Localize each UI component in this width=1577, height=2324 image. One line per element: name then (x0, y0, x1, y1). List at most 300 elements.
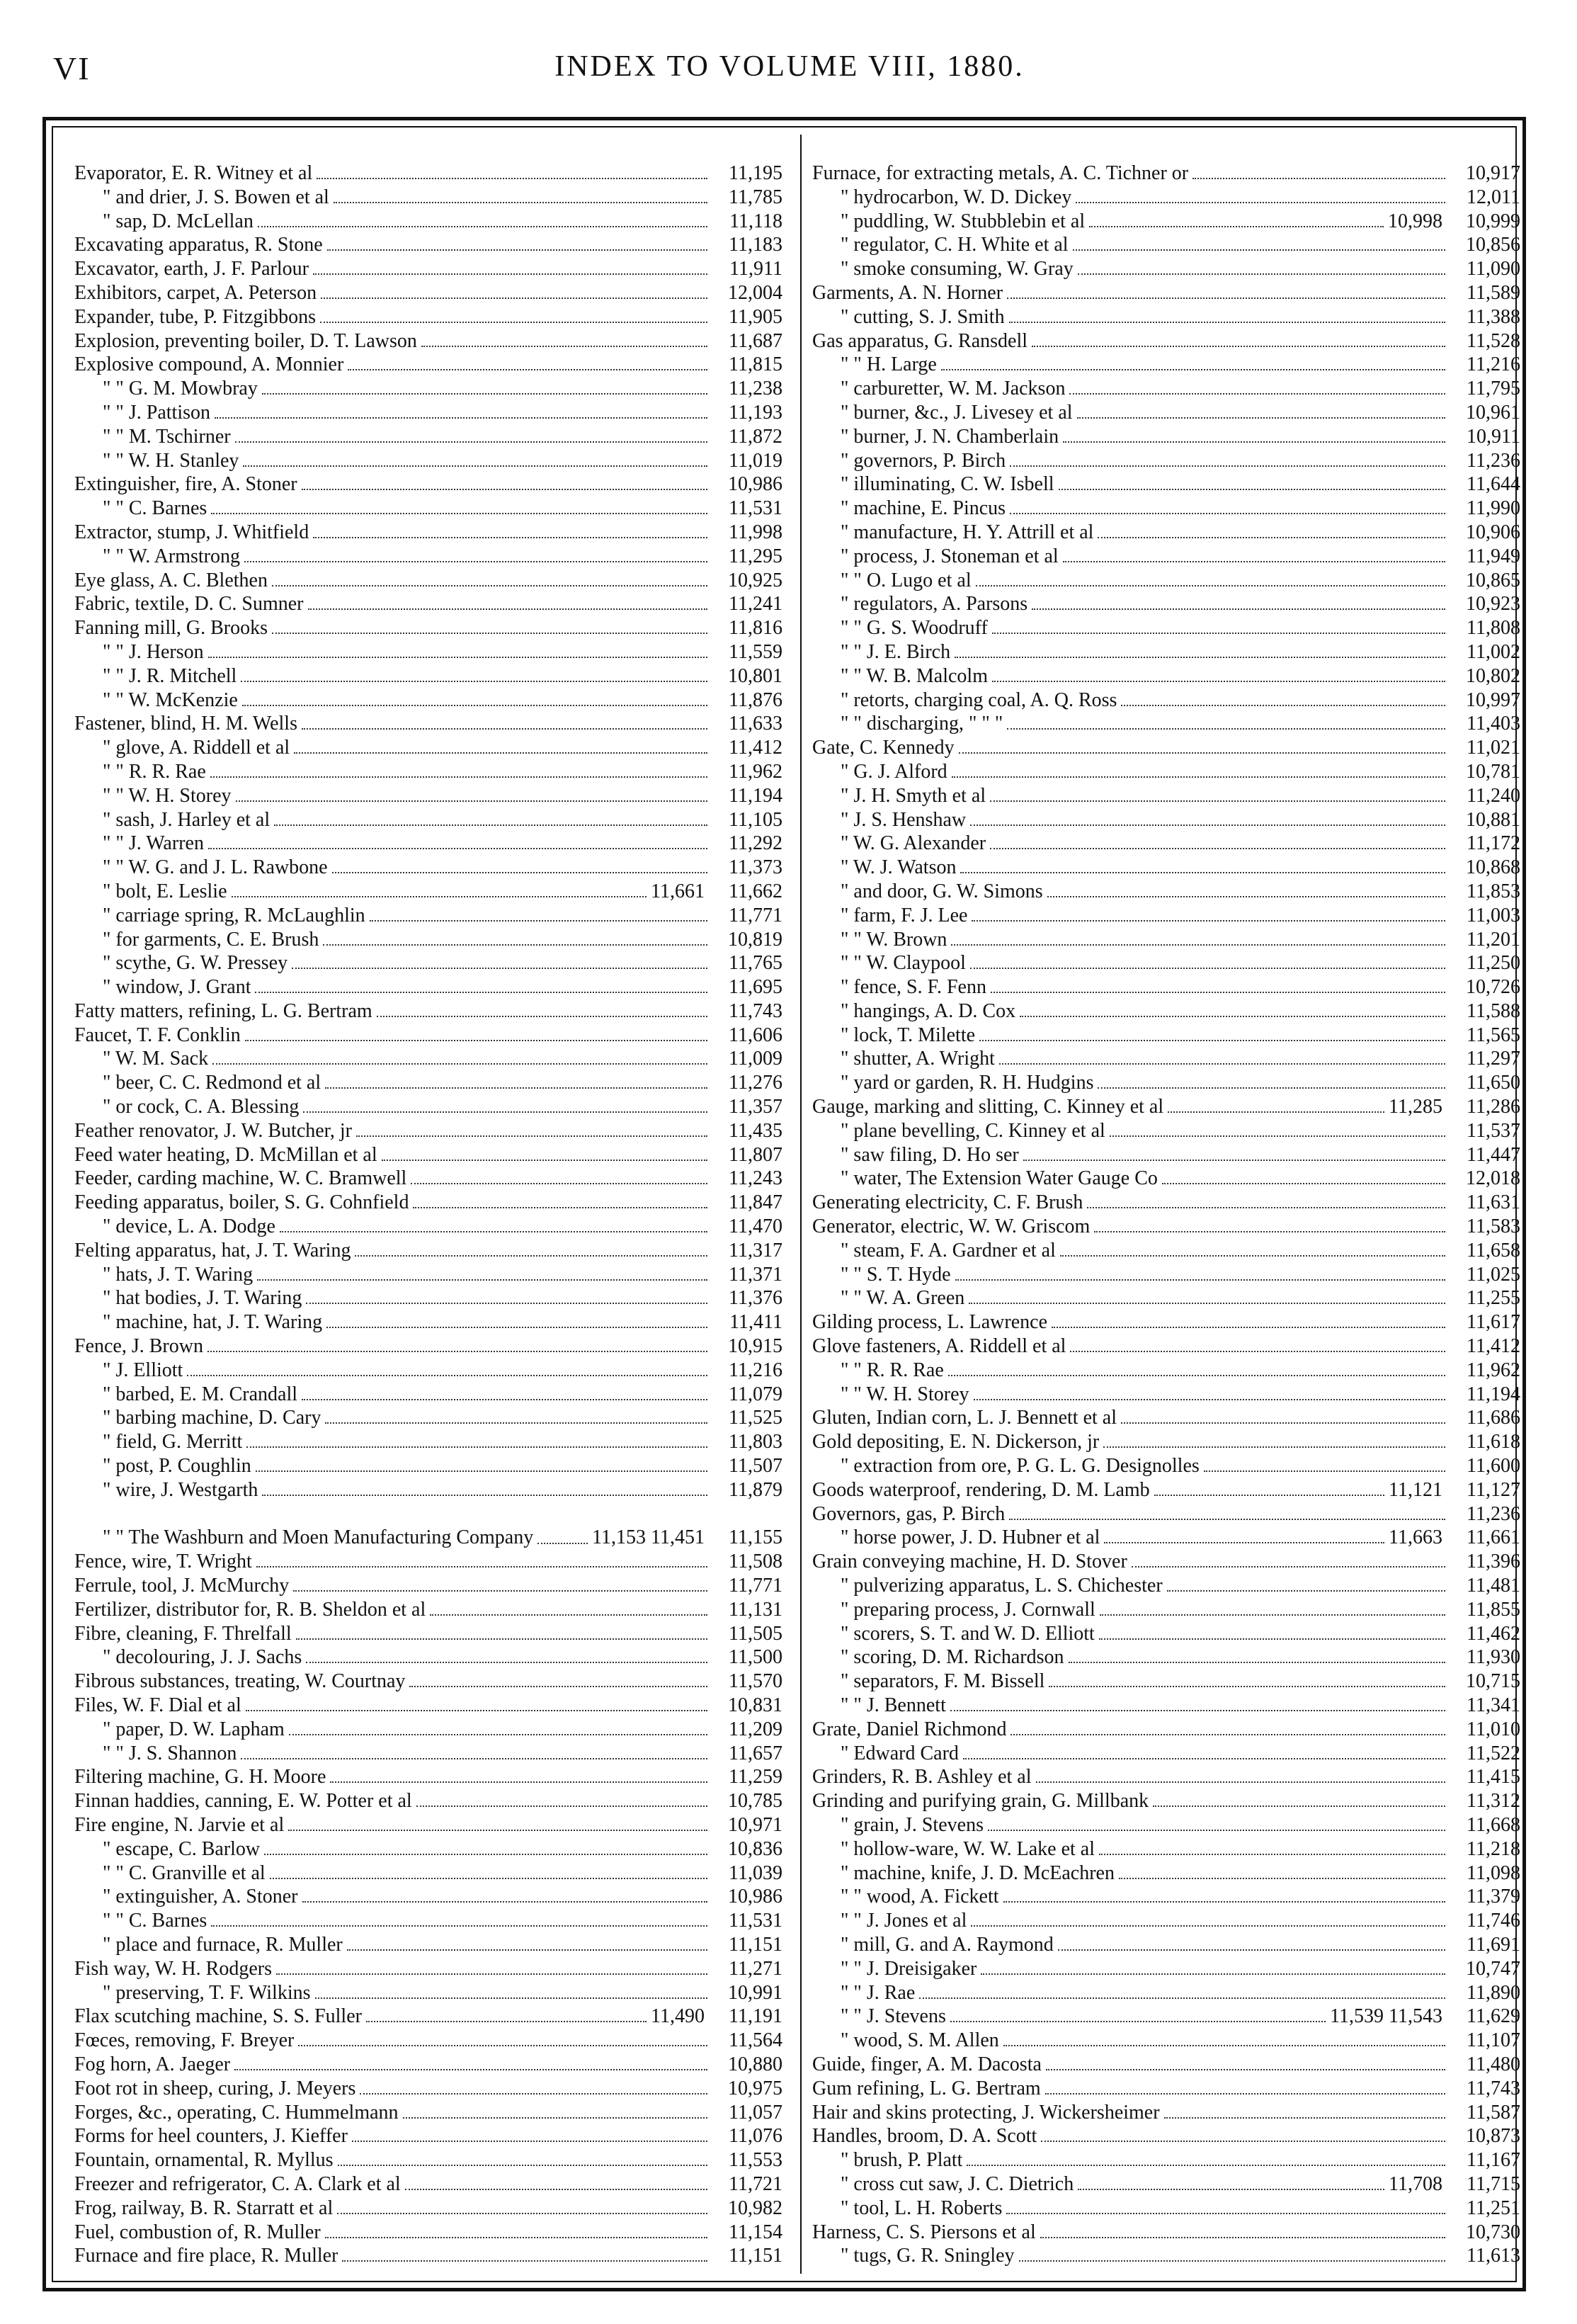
entry-text: " window, J. Grant (103, 976, 251, 999)
entry-patent-number: 10,831 (728, 1694, 782, 1716)
index-entry (74, 1263, 782, 1287)
left-column (74, 161, 782, 2268)
entry-patent-number: 11,241 (729, 593, 782, 616)
entry-patent-number: 11,276 (729, 1072, 782, 1094)
entry-text: " " J. S. Shannon (103, 1742, 237, 1764)
dot-leader (234, 2069, 707, 2070)
entry-patent-number: 11,172 (1467, 832, 1520, 855)
index-entry (74, 1286, 782, 1310)
index-entry (74, 2029, 782, 2053)
entry-patent-number: 11,668 (1467, 1813, 1520, 1836)
dot-leader (360, 2093, 707, 2095)
dot-leader (1047, 896, 1445, 897)
index-entry (812, 1167, 1520, 1191)
entry-patent-number: 11,795 (1467, 378, 1520, 400)
entry-text: " " J. Pattison (103, 401, 210, 424)
dot-leader (258, 226, 707, 227)
index-entry (74, 904, 782, 928)
entry-patent-number: 11,238 (729, 378, 782, 400)
entry-text: Gate, C. Kennedy (812, 737, 955, 759)
index-entry (74, 329, 782, 353)
entry-text: Fibre, cleaning, F. Threlfall (74, 1622, 292, 1645)
entry-text: " " W. A. Green (841, 1287, 965, 1310)
entry-text: Feather renovator, J. W. Butcher, jr (74, 1119, 352, 1142)
entry-patent-number: 11,209 (729, 1718, 782, 1740)
entry-patent-number: 11,255 (1467, 1287, 1520, 1310)
index-entry (74, 1718, 782, 1742)
index-entry (74, 1430, 782, 1454)
index-entry (812, 1837, 1520, 1861)
entry-text: Governors, gas, P. Birch (812, 1502, 1006, 1525)
entry-text: " scoring, D. M. Richardson (841, 1646, 1064, 1669)
index-entry (74, 1885, 782, 1909)
index-entry (74, 1359, 782, 1383)
index-entry (74, 784, 782, 808)
dot-leader (955, 657, 1445, 658)
dot-leader (347, 1949, 707, 1951)
entry-text: " hangings, A. D. Cox (841, 999, 1016, 1022)
entry-text: " " W. Brown (841, 928, 947, 951)
dot-leader (382, 1160, 707, 1161)
index-entry (74, 545, 782, 569)
entry-patent-number: 11,010 (1467, 1718, 1520, 1740)
entry-patent-number: 10,868 (1466, 856, 1520, 879)
index-entry (74, 2197, 782, 2221)
entry-patent-number: 11,564 (729, 2029, 782, 2052)
index-entry (812, 856, 1520, 880)
entry-patent-number: 11,312 (1467, 1790, 1520, 1813)
dot-leader (313, 273, 707, 275)
entry-text: " burner, &c., J. Livesey et al (841, 401, 1073, 424)
entry-text: " machine, knife, J. D. McEachren (841, 1861, 1115, 1884)
dot-leader (981, 1973, 1445, 1975)
index-entry (812, 2221, 1520, 2245)
entry-text: " hats, J. T. Waring (103, 1263, 254, 1286)
entry-patent-number: 10,923 (1466, 593, 1520, 616)
dot-leader (366, 2021, 647, 2022)
entry-text: " Edward Card (841, 1742, 959, 1764)
entry-patent-number: 11,500 (729, 1646, 782, 1669)
entry-patent-number: 11,155 (729, 1526, 782, 1549)
entry-text: " " C. Barnes (103, 1910, 207, 1932)
entry-text: " mill, G. and A. Raymond (841, 1933, 1054, 1956)
entry-text: Gold depositing, E. N. Dickerson, jr (812, 1431, 1100, 1453)
entry-patent-number: 10,781 (1466, 760, 1520, 783)
entry-text: " " J. Bennett (841, 1694, 946, 1716)
entry-text: " preserving, T. F. Wilkins (103, 1981, 311, 2004)
entry-text: Faucet, T. F. Conklin (74, 1024, 241, 1046)
dot-leader (1023, 1160, 1445, 1161)
entry-text: " " G. S. Woodruff (841, 617, 988, 640)
entry-patent-number: 11,872 (729, 425, 782, 448)
entry-patent-number: 10,971 (728, 1813, 782, 1836)
entry-text: " or cock, C. A. Blessing (103, 1096, 300, 1118)
dot-leader (1121, 1422, 1445, 1424)
entry-text: " lock, T. Milette (841, 1024, 976, 1046)
index-entry (74, 688, 782, 713)
entry-text: " place and furnace, R. Muller (103, 1933, 343, 1956)
dot-leader (1104, 1542, 1384, 1543)
dot-leader (988, 1830, 1445, 1831)
index-entry (74, 2148, 782, 2172)
entry-text: Exhibitors, carpet, A. Peterson (74, 281, 317, 304)
entry-patent-number: 11,686 (1467, 1407, 1520, 1429)
entry-text: " horse power, J. D. Hubner et al (841, 1526, 1100, 1549)
entry-patent-number: 11,240 (1467, 784, 1520, 807)
dot-leader (302, 1901, 707, 1903)
dot-leader (1063, 441, 1445, 443)
entry-patent-number: 11,962 (729, 760, 782, 783)
entry-text: " " W. Armstrong (103, 545, 240, 567)
entry-patent-number: 11,662 (729, 880, 782, 902)
dot-leader (1041, 2141, 1445, 2142)
entry-patent-number: 11,317 (729, 1239, 782, 1262)
entry-patent-number: 11,009 (729, 1048, 782, 1070)
dot-leader (416, 1806, 707, 1807)
entry-text: " " M. Tschirner (103, 425, 231, 448)
entry-text: " puddling, W. Stubblebin et al (841, 210, 1086, 232)
dot-leader (294, 752, 707, 754)
entry-text: " " J. R. Mitchell (103, 664, 237, 687)
index-entry (812, 545, 1520, 569)
entry-text: Fibrous substances, treating, W. Courtnay (74, 1670, 406, 1693)
index-entry (74, 1765, 782, 1789)
dot-leader (970, 968, 1445, 969)
index-entry (74, 664, 782, 688)
index-entry (74, 592, 782, 616)
index-entry (74, 1143, 782, 1167)
entry-patent-number: 11,644 (1467, 473, 1520, 496)
dot-leader (1007, 728, 1445, 730)
index-entry (812, 1502, 1520, 1526)
index-entry (812, 2101, 1520, 2125)
index-entry (812, 736, 1520, 760)
entry-patent-number: 11,236 (1467, 1502, 1520, 1525)
entry-patent-number: 10,715 (1466, 1670, 1520, 1693)
entry-text: Extractor, stump, J. Whitfield (74, 521, 309, 543)
entry-patent-number: 11,447 (1467, 1143, 1520, 1166)
entry-extra-numbers: 11,661 (651, 880, 705, 902)
entry-text: Grinding and purifying grain, G. Millbank (812, 1790, 1149, 1813)
entry-text: " wood, S. M. Allen (841, 2029, 999, 2052)
entry-text: " for garments, C. E. Brush (103, 928, 319, 951)
index-entry (74, 1622, 782, 1646)
entry-patent-number: 11,998 (729, 521, 782, 543)
entry-patent-number: 10,999 (1466, 210, 1520, 232)
entry-text: " W. G. Alexander (841, 832, 986, 855)
entry-text: Gum refining, L. G. Bertram (812, 2077, 1041, 2099)
dot-leader (974, 1399, 1445, 1400)
index-entry (812, 1334, 1520, 1359)
index-entry (74, 1239, 782, 1263)
dot-leader (960, 872, 1445, 873)
dot-leader (967, 2165, 1445, 2166)
entry-text: Felting apparatus, hat, J. T. Waring (74, 1239, 351, 1262)
index-entry (74, 1789, 782, 1813)
index-entry (74, 1406, 782, 1430)
dot-leader (208, 848, 707, 849)
dot-leader (1192, 178, 1445, 179)
entry-text: " wire, J. Westgarth (103, 1478, 258, 1501)
index-frame (42, 117, 1526, 2291)
dot-leader (991, 992, 1445, 993)
dot-leader (1099, 1854, 1445, 1855)
entry-patent-number: 11,105 (729, 808, 782, 831)
index-entry (74, 233, 782, 257)
page-header (53, 50, 1526, 92)
index-entry (74, 497, 782, 521)
entry-patent-number: 10,991 (728, 1981, 782, 2004)
entry-patent-number: 11,650 (1467, 1072, 1520, 1094)
entry-text: Generating electricity, C. F. Brush (812, 1191, 1083, 1214)
entry-patent-number: 11,039 (729, 1861, 782, 1884)
entry-patent-number: 11,403 (1467, 713, 1520, 735)
index-entry (812, 1789, 1520, 1813)
entry-patent-number: 11,565 (1467, 1024, 1520, 1046)
index-entry (812, 1143, 1520, 1167)
index-entry (812, 592, 1520, 616)
index-entry (812, 1359, 1520, 1383)
entry-text: Glove fasteners, A. Riddell et al (812, 1335, 1066, 1358)
entry-text: Forms for heel counters, J. Kieffer (74, 2125, 348, 2148)
entry-text: Handles, broom, D. A. Scott (812, 2125, 1037, 2148)
entry-text: " " W. Claypool (841, 952, 966, 975)
entry-patent-number: 11,807 (729, 1143, 782, 1166)
entry-patent-number: 11,480 (1467, 2053, 1520, 2075)
entry-text: " " H. Large (841, 353, 937, 376)
dot-leader (241, 681, 707, 682)
entry-text: Gas apparatus, G. Ransdell (812, 329, 1028, 352)
entry-text: Goods waterproof, rendering, D. M. Lamb (812, 1478, 1150, 1501)
dot-leader (430, 1614, 707, 1616)
entry-patent-number: 10,726 (1466, 976, 1520, 999)
entry-text: " " R. R. Rae (841, 1359, 944, 1381)
entry-patent-number: 11,876 (729, 688, 782, 711)
dot-leader (317, 178, 707, 179)
index-entry (74, 1502, 782, 1551)
dot-leader (262, 1495, 707, 1496)
dot-leader (274, 824, 707, 826)
dot-leader (246, 1710, 707, 1711)
index-entry (74, 736, 782, 760)
entry-patent-number: 11,522 (1467, 1742, 1520, 1764)
index-entry (74, 257, 782, 281)
dot-leader (1060, 1255, 1445, 1257)
dot-leader (244, 561, 707, 562)
dot-leader (1103, 1446, 1445, 1448)
entry-text: " shutter, A. Wright (841, 1048, 995, 1070)
entry-text: Hair and skins protecting, J. Wickersheimer (812, 2101, 1160, 2124)
dot-leader (232, 896, 647, 897)
index-entry (74, 210, 782, 234)
entry-text: " device, L. A. Dodge (103, 1215, 275, 1238)
entry-text: Feed water heating, D. McMillan et al (74, 1143, 377, 1166)
entry-patent-number: 10,982 (728, 2197, 782, 2219)
index-entry (812, 1765, 1520, 1789)
entry-text: " field, G. Merritt (103, 1431, 243, 1453)
entry-patent-number: 11,911 (729, 258, 782, 280)
entry-patent-number: 11,618 (1467, 1431, 1520, 1453)
entry-text: Fence, J. Brown (74, 1335, 203, 1358)
dot-leader (1070, 1351, 1445, 1352)
entry-patent-number: 11,371 (729, 1263, 782, 1286)
entry-text: " G. J. Alford (841, 760, 947, 783)
index-entry (812, 186, 1520, 210)
dot-leader (370, 920, 707, 922)
index-entry (812, 664, 1520, 688)
entry-text: Excavating apparatus, R. Stone (74, 234, 323, 256)
dot-leader (1098, 537, 1445, 538)
dot-leader (1019, 2260, 1445, 2262)
dot-leader (356, 1135, 707, 1137)
entry-patent-number: 11,243 (729, 1167, 782, 1190)
entry-patent-number: 11,658 (1467, 1239, 1520, 1262)
dot-leader (1009, 1519, 1445, 1520)
entry-patent-number: 11,216 (729, 1359, 782, 1381)
dot-leader (405, 2189, 707, 2190)
entry-text: Fastener, blind, H. M. Wells (74, 713, 297, 735)
index-entry (812, 2244, 1520, 2268)
entry-text: " " O. Lugo et al (841, 569, 972, 591)
index-entry (74, 449, 782, 473)
dot-leader (1063, 561, 1445, 562)
index-entry (812, 760, 1520, 784)
dot-leader (1003, 1901, 1445, 1903)
entry-text: " hollow-ware, W. W. Lake et al (841, 1837, 1095, 1860)
entry-extra-numbers: 11,121 (1389, 1478, 1442, 1501)
dot-leader (313, 537, 707, 538)
entry-text: " burner, J. N. Chamberlain (841, 425, 1059, 448)
entry-text: " W. M. Sack (103, 1048, 209, 1070)
index-entry (812, 951, 1520, 975)
index-entry (812, 1742, 1520, 1766)
entry-text: " " R. R. Rae (103, 760, 206, 783)
dot-leader (272, 585, 707, 586)
dot-leader (293, 1590, 707, 1592)
entry-patent-number: 11,743 (729, 999, 782, 1022)
dot-leader (308, 608, 707, 610)
entry-text: Grate, Daniel Richmond (812, 1718, 1007, 1740)
dot-leader (255, 992, 707, 993)
entry-patent-number: 11,462 (1467, 1622, 1520, 1645)
entry-patent-number: 12,018 (1466, 1167, 1520, 1190)
dot-leader (1010, 465, 1445, 467)
dot-leader (1098, 1087, 1445, 1089)
entry-text: " beer, C. C. Redmond et al (103, 1072, 321, 1094)
dot-leader (215, 417, 707, 419)
dot-leader (256, 1566, 707, 1568)
dot-leader (1032, 608, 1445, 610)
entry-text: Expander, tube, P. Fitzgibbons (74, 305, 317, 328)
entry-text: Files, W. F. Dial et al (74, 1694, 241, 1716)
dot-leader (210, 776, 707, 778)
entry-text: " manufacture, H. Y. Attrill et al (841, 521, 1094, 543)
dot-leader (1078, 2189, 1384, 2190)
entry-text: " carriage spring, R. McLaughlin (103, 904, 365, 926)
dot-leader (325, 2237, 707, 2238)
index-entry (74, 832, 782, 856)
index-entry (812, 616, 1520, 640)
entry-text: " " W. H. Storey (841, 1383, 969, 1405)
dot-leader (413, 1207, 707, 1208)
dot-leader (302, 728, 707, 730)
entry-text: Gilding process, L. Lawrence (812, 1311, 1047, 1334)
dot-leader (1073, 249, 1445, 251)
index-entry (812, 1239, 1520, 1263)
dot-leader (245, 1040, 707, 1041)
dot-leader (212, 1063, 707, 1065)
dot-leader (1020, 1016, 1445, 1017)
dot-leader (990, 848, 1445, 849)
entry-patent-number: 11,508 (729, 1551, 782, 1573)
dot-leader (298, 2045, 707, 2046)
entry-text: " scythe, G. W. Pressey (103, 952, 288, 975)
entry-extra-numbers: 11,490 (651, 2005, 705, 2028)
index-entry (74, 1550, 782, 1574)
entry-text: " retorts, charging coal, A. Q. Ross (841, 688, 1117, 711)
entry-text: " and drier, J. S. Bowen et al (103, 186, 329, 208)
entry-patent-number: 11,808 (1467, 617, 1520, 640)
index-entry (812, 1095, 1520, 1119)
index-entry (812, 472, 1520, 497)
index-entry (74, 1694, 782, 1718)
dot-leader (1010, 1734, 1445, 1735)
dot-leader (919, 1997, 1445, 1999)
index-entry (74, 281, 782, 305)
entry-patent-number: 10,906 (1466, 521, 1520, 543)
index-entry (812, 1574, 1520, 1598)
entry-patent-number: 11,815 (729, 353, 782, 376)
index-entry (812, 1645, 1520, 1670)
entry-text: " brush, P. Platt (841, 2149, 963, 2172)
index-entry (74, 425, 782, 449)
dot-leader (1100, 1614, 1445, 1616)
dot-leader (208, 657, 707, 658)
index-entry (812, 2029, 1520, 2053)
index-entry (812, 1215, 1520, 1239)
dot-leader (1069, 1662, 1445, 1663)
index-entry (74, 1383, 782, 1407)
entry-text: Eye glass, A. C. Blethen (74, 569, 268, 591)
index-entry (74, 2221, 782, 2245)
entry-text: " steam, F. A. Gardner et al (841, 1239, 1056, 1262)
entry-text: Fire engine, N. Jarvie et al (74, 1813, 285, 1836)
entry-patent-number: 11,098 (1467, 1861, 1520, 1884)
entry-text: Fog horn, A. Jaeger (74, 2053, 231, 2075)
index-entry (812, 1454, 1520, 1478)
dot-leader (242, 705, 707, 706)
index-entry (74, 1047, 782, 1071)
dot-leader (537, 1543, 588, 1544)
entry-patent-number: 11,847 (729, 1191, 782, 1214)
entry-patent-number: 10,856 (1466, 234, 1520, 256)
entry-patent-number: 11,127 (1467, 1478, 1520, 1501)
index-entry (74, 569, 782, 593)
dot-leader (1110, 1135, 1445, 1137)
dot-leader (302, 489, 707, 490)
entry-text: " paper, D. W. Lapham (103, 1718, 285, 1740)
entry-patent-number: 11,201 (1467, 928, 1520, 951)
entry-patent-number: 11,743 (1467, 2077, 1520, 2099)
entry-patent-number: 10,880 (728, 2053, 782, 2075)
dot-leader (1032, 346, 1445, 347)
index-entry (74, 1837, 782, 1861)
entry-patent-number: 11,803 (729, 1431, 782, 1453)
index-entry (812, 1813, 1520, 1837)
entry-text: " scorers, S. T. and W. D. Elliott (841, 1622, 1095, 1645)
entry-text: " " C. Granville et al (103, 1861, 266, 1884)
dot-leader (352, 2141, 707, 2142)
